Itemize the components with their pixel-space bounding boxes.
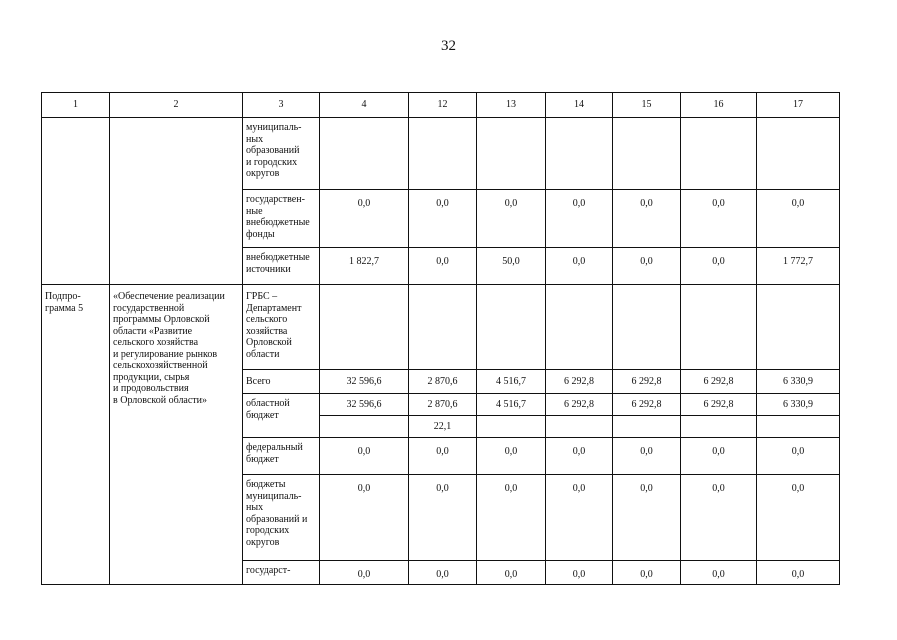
value-cell: 0,0	[409, 190, 477, 248]
value-cell: 6 292,8	[681, 394, 757, 416]
value-cell: 0,0	[681, 248, 757, 285]
value-cell: 0,0	[546, 438, 613, 475]
value-cell: 4 516,7	[477, 394, 546, 416]
value-cell: 0,0	[757, 190, 840, 248]
value-cell	[546, 118, 613, 190]
value-cell	[409, 118, 477, 190]
value-cell: 0,0	[409, 438, 477, 475]
value-cell: 0,0	[681, 438, 757, 475]
column-header: 16	[681, 93, 757, 118]
value-cell: 6 330,9	[757, 394, 840, 416]
value-cell: 0,0	[681, 475, 757, 561]
value-cell: 0,0	[409, 561, 477, 585]
funding-source: Всего	[243, 370, 320, 394]
value-cell: 0,0	[320, 190, 409, 248]
column-header: 3	[243, 93, 320, 118]
value-cell: 50,0	[477, 248, 546, 285]
header-row	[42, 93, 840, 118]
funding-source: областной бюджет	[243, 394, 320, 438]
value-cell: 0,0	[681, 561, 757, 585]
value-cell	[613, 285, 681, 370]
value-cell: 0,0	[409, 475, 477, 561]
value-cell: 0,0	[757, 438, 840, 475]
subprogram-title: «Обеспечение реализации государственной программы Орловской области «Развитие сельского хозяйства и регулирование рынков сельскохозяйственной продукции, сырья и продовольствия в Орловской области»	[110, 285, 243, 585]
value-cell	[477, 416, 546, 438]
value-cell: 6 292,8	[546, 394, 613, 416]
value-cell: 0,0	[757, 475, 840, 561]
value-cell	[681, 118, 757, 190]
value-cell: 6 292,8	[546, 370, 613, 394]
funding-source: государствен- ные внебюджетные фонды	[243, 190, 320, 248]
value-cell: 0,0	[409, 248, 477, 285]
column-header: 13	[477, 93, 546, 118]
value-cell: 0,0	[757, 561, 840, 585]
value-cell: 0,0	[320, 561, 409, 585]
table-row	[42, 285, 840, 370]
value-cell: 0,0	[477, 190, 546, 248]
value-cell: 0,0	[320, 438, 409, 475]
column-header: 4	[320, 93, 409, 118]
title-cell	[110, 118, 243, 285]
value-cell: 2 870,6	[409, 394, 477, 416]
value-cell	[613, 416, 681, 438]
column-header: 1	[42, 93, 110, 118]
table-row	[42, 118, 840, 190]
value-cell: 6 330,9	[757, 370, 840, 394]
column-header: 17	[757, 93, 840, 118]
value-cell: 0,0	[546, 248, 613, 285]
value-cell	[320, 118, 409, 190]
funding-source: бюджеты муниципаль- ных образований и городских округов	[243, 475, 320, 561]
value-cell: 0,0	[613, 438, 681, 475]
value-cell: 0,0	[477, 475, 546, 561]
value-cell	[320, 416, 409, 438]
value-cell: 0,0	[546, 475, 613, 561]
value-cell: 2 870,6	[409, 370, 477, 394]
value-cell	[613, 118, 681, 190]
value-cell: 0,0	[477, 561, 546, 585]
value-cell	[681, 416, 757, 438]
code-cell	[42, 118, 110, 285]
funding-source: внебюджетные источники	[243, 248, 320, 285]
funding-source: федеральный бюджет	[243, 438, 320, 475]
value-cell: 22,1	[409, 416, 477, 438]
value-cell: 0,0	[613, 190, 681, 248]
value-cell: 6 292,8	[613, 394, 681, 416]
value-cell: 1 822,7	[320, 248, 409, 285]
value-cell	[757, 416, 840, 438]
value-cell: 6 292,8	[681, 370, 757, 394]
value-cell: 0,0	[613, 561, 681, 585]
value-cell	[477, 118, 546, 190]
value-cell	[546, 416, 613, 438]
column-header: 12	[409, 93, 477, 118]
value-cell	[320, 285, 409, 370]
funding-source: муниципаль- ных образований и городских округов	[243, 118, 320, 190]
value-cell: 4 516,7	[477, 370, 546, 394]
page-number: 32	[441, 38, 456, 54]
subprogram-code: Подпро- грамма 5	[42, 285, 110, 585]
column-header: 15	[613, 93, 681, 118]
value-cell: 0,0	[613, 248, 681, 285]
value-cell	[757, 285, 840, 370]
value-cell: 0,0	[546, 190, 613, 248]
value-cell: 0,0	[320, 475, 409, 561]
value-cell: 6 292,8	[613, 370, 681, 394]
column-header: 2	[110, 93, 243, 118]
value-cell	[409, 285, 477, 370]
value-cell	[546, 285, 613, 370]
value-cell: 0,0	[613, 475, 681, 561]
value-cell	[681, 285, 757, 370]
column-header: 14	[546, 93, 613, 118]
budget-table	[41, 92, 840, 585]
value-cell: 0,0	[681, 190, 757, 248]
grbs-cell: ГРБС – Департамент сельского хозяйства Орловской области	[243, 285, 320, 370]
value-cell	[477, 285, 546, 370]
value-cell	[757, 118, 840, 190]
funding-source: государст-	[243, 561, 320, 585]
value-cell: 0,0	[477, 438, 546, 475]
value-cell: 32 596,6	[320, 394, 409, 416]
value-cell: 0,0	[546, 561, 613, 585]
value-cell: 32 596,6	[320, 370, 409, 394]
value-cell: 1 772,7	[757, 248, 840, 285]
